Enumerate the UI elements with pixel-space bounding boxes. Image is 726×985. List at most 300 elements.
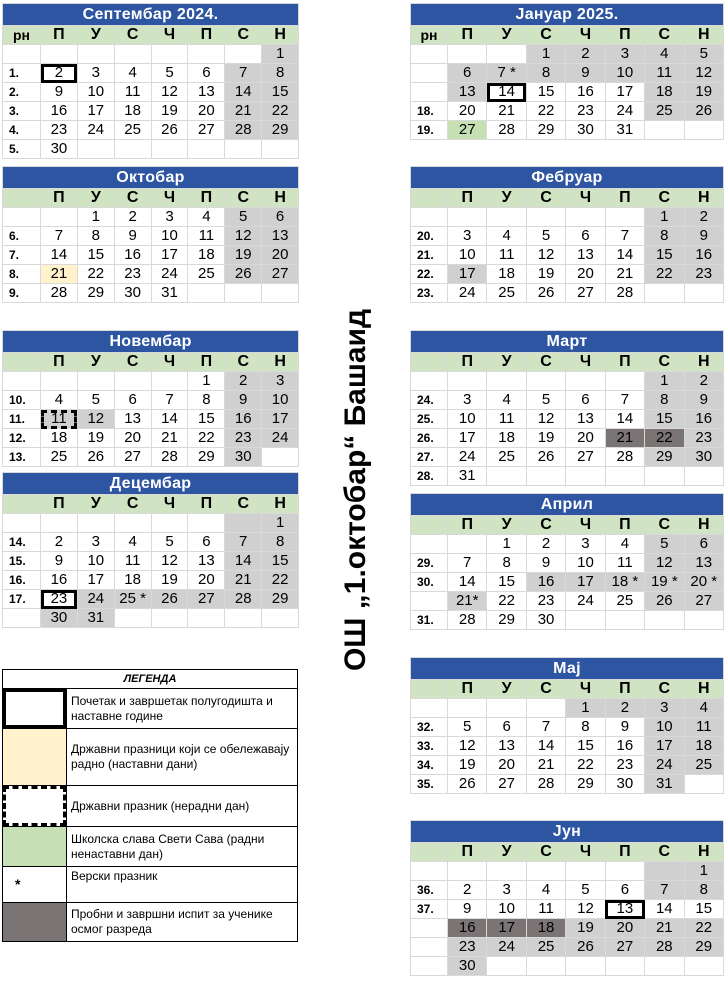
week-row <box>411 265 724 284</box>
day-cell: 11 <box>114 552 151 571</box>
day-cell: 26 <box>526 448 565 467</box>
day-cell: 18 <box>487 429 526 448</box>
day-cell: 27 <box>566 284 605 303</box>
weekday-header: П <box>448 353 487 372</box>
day-cell: 23 <box>114 265 151 284</box>
day-cell: 3 <box>77 64 114 83</box>
week-row <box>411 246 724 265</box>
week-row <box>3 45 299 64</box>
day-cell: 3 <box>645 699 684 718</box>
day-cell: 17 <box>448 429 487 448</box>
day-cell: 21 <box>151 429 188 448</box>
week-number-header <box>411 189 448 208</box>
legend-swatch-religious: * <box>3 867 67 903</box>
week-number: 1. <box>3 64 41 83</box>
day-cell <box>77 140 114 159</box>
day-cell: 10 <box>77 83 114 102</box>
day-cell: 27 <box>262 265 299 284</box>
week-row <box>411 554 724 573</box>
week-row <box>3 102 299 121</box>
day-cell: 9 <box>566 64 605 83</box>
week-number <box>3 609 41 628</box>
day-cell: 7 <box>225 64 262 83</box>
day-cell: 22 <box>188 429 225 448</box>
day-cell <box>114 140 151 159</box>
week-row <box>411 862 724 881</box>
week-number <box>3 45 41 64</box>
week-row <box>3 246 299 265</box>
school-title: ОШ „1.октобар“ Башаид <box>339 308 372 672</box>
day-cell: 13 <box>605 900 644 919</box>
day-cell: 29 <box>77 284 114 303</box>
day-cell: 4 <box>114 533 151 552</box>
month-calendar-june <box>410 820 724 976</box>
weekday-header: П <box>188 353 225 372</box>
weekday-header: С <box>225 26 262 45</box>
day-cell: 24 <box>605 102 644 121</box>
day-cell <box>684 611 723 630</box>
month-calendar-october <box>2 166 299 303</box>
weekday-header: С <box>114 353 151 372</box>
weekday-header: У <box>77 353 114 372</box>
week-number <box>411 957 448 976</box>
week-row <box>3 429 299 448</box>
weekday-header: Ч <box>151 26 188 45</box>
day-cell: 26 <box>151 121 188 140</box>
weekday-header: У <box>487 189 526 208</box>
day-cell: 5 <box>151 64 188 83</box>
day-cell <box>448 45 487 64</box>
day-cell: 28 <box>151 448 188 467</box>
day-cell: 28 <box>645 938 684 957</box>
week-number: 15. <box>3 552 41 571</box>
legend-title: ЛЕГЕНДА <box>3 670 298 689</box>
weekday-header: Ч <box>566 353 605 372</box>
day-cell: 5 <box>448 718 487 737</box>
day-cell: 24 <box>262 429 299 448</box>
day-cell: 23 <box>526 592 565 611</box>
weekday-header: П <box>448 680 487 699</box>
month-calendar-november <box>2 330 299 467</box>
day-cell: 1 <box>188 372 225 391</box>
day-cell: 12 <box>566 900 605 919</box>
day-cell: 7 <box>526 718 565 737</box>
day-cell: 31 <box>151 284 188 303</box>
day-cell: 30 <box>566 121 605 140</box>
month-calendar-march <box>410 330 724 486</box>
day-cell: 5 <box>225 208 262 227</box>
month-calendar-february <box>410 166 724 303</box>
day-cell: 22 <box>487 592 526 611</box>
week-row <box>411 699 724 718</box>
day-cell <box>605 467 644 486</box>
day-cell <box>262 140 299 159</box>
month-calendar-september <box>2 3 299 159</box>
day-cell: 23 <box>684 265 723 284</box>
week-number <box>411 862 448 881</box>
week-number <box>411 64 448 83</box>
day-cell: 30 <box>605 775 644 794</box>
day-cell: 4 <box>526 881 565 900</box>
weekday-header: П <box>605 353 644 372</box>
day-cell <box>645 862 684 881</box>
day-cell: 6 <box>262 208 299 227</box>
week-number: 26. <box>411 429 448 448</box>
day-cell: 27 <box>605 938 644 957</box>
day-cell: 15 <box>262 83 299 102</box>
day-cell: 16 <box>605 737 644 756</box>
day-cell: 30 <box>225 448 262 467</box>
day-cell: 4 <box>188 208 225 227</box>
day-cell: 9 <box>448 900 487 919</box>
day-cell <box>188 45 225 64</box>
day-cell: 28 <box>605 284 644 303</box>
weekday-header: П <box>41 189 78 208</box>
day-cell: 23 <box>225 429 262 448</box>
day-cell <box>566 372 605 391</box>
week-number: 16. <box>3 571 41 590</box>
week-row <box>3 265 299 284</box>
day-cell: 27 <box>114 448 151 467</box>
week-row <box>3 448 299 467</box>
legend-swatch-holiday-nonworking <box>3 786 67 827</box>
day-cell: 21 <box>645 919 684 938</box>
month-title: Септембар 2024. <box>3 4 299 26</box>
day-cell: 1 <box>645 208 684 227</box>
legend-swatch-exams <box>3 903 67 942</box>
month-title: Март <box>411 331 724 353</box>
weekday-header: С <box>645 26 684 45</box>
day-cell: 28 <box>225 590 262 609</box>
day-cell: 15 <box>526 83 565 102</box>
day-cell: 17 <box>262 410 299 429</box>
week-row <box>411 756 724 775</box>
day-cell: 8 <box>188 391 225 410</box>
week-row <box>3 410 299 429</box>
weekday-header: У <box>487 680 526 699</box>
month-title: Новембар <box>3 331 299 353</box>
week-row <box>3 533 299 552</box>
week-row <box>3 514 299 533</box>
day-cell: 26 <box>645 592 684 611</box>
weekday-header: П <box>188 189 225 208</box>
day-cell: 19 <box>684 83 723 102</box>
day-cell: 21 <box>487 102 526 121</box>
day-cell: 17 <box>566 573 605 592</box>
week-row <box>411 900 724 919</box>
day-cell <box>151 45 188 64</box>
legend-text-holiday-nonworking: Државни празник (нерадни дан) <box>67 786 298 827</box>
day-cell: 25 <box>645 102 684 121</box>
day-cell: 25 <box>487 284 526 303</box>
day-cell: 6 <box>188 533 225 552</box>
day-cell: 28 <box>487 121 526 140</box>
day-cell: 10 <box>77 552 114 571</box>
day-cell <box>188 514 225 533</box>
day-cell: 16 <box>41 102 78 121</box>
day-cell <box>151 514 188 533</box>
day-cell: 17 <box>77 571 114 590</box>
day-cell: 11 <box>487 410 526 429</box>
day-cell: 17 <box>487 919 526 938</box>
weekday-header: Н <box>684 353 723 372</box>
day-cell <box>448 372 487 391</box>
day-cell: 28 <box>605 448 644 467</box>
weekday-header: П <box>448 26 487 45</box>
week-number: 9. <box>3 284 41 303</box>
week-number: 24. <box>411 391 448 410</box>
day-cell: 19 * <box>645 573 684 592</box>
legend-table <box>2 669 298 942</box>
day-cell: 18 * <box>605 573 644 592</box>
day-cell: 24 <box>448 448 487 467</box>
day-cell: 2 <box>41 533 78 552</box>
day-cell: 26 <box>77 448 114 467</box>
week-row <box>3 391 299 410</box>
week-row <box>411 611 724 630</box>
day-cell <box>225 45 262 64</box>
week-row <box>411 227 724 246</box>
weekday-header: П <box>41 353 78 372</box>
day-cell: 26 <box>566 938 605 957</box>
day-cell: 17 <box>645 737 684 756</box>
day-cell: 21 <box>225 102 262 121</box>
day-cell: 22 <box>262 102 299 121</box>
day-cell <box>645 611 684 630</box>
week-row <box>3 208 299 227</box>
day-cell: 8 <box>77 227 114 246</box>
day-cell <box>114 45 151 64</box>
day-cell: 4 <box>605 535 644 554</box>
weekday-header: Ч <box>566 26 605 45</box>
legend-text-start-end: Почетак и завршетак полугодишта и наставне године <box>67 689 298 729</box>
day-cell: 23 <box>41 121 78 140</box>
weekday-header: П <box>605 189 644 208</box>
day-cell: 12 <box>151 552 188 571</box>
day-cell: 14 <box>225 552 262 571</box>
week-row <box>411 410 724 429</box>
day-cell <box>188 140 225 159</box>
weekday-header: С <box>645 843 684 862</box>
day-cell: 17 <box>77 102 114 121</box>
weekday-header: У <box>77 495 114 514</box>
day-cell: 14 <box>645 900 684 919</box>
weekday-header: У <box>487 353 526 372</box>
day-cell: 12 <box>77 410 114 429</box>
day-cell <box>487 45 526 64</box>
day-cell: 8 <box>566 718 605 737</box>
weekday-header: У <box>487 26 526 45</box>
day-cell <box>645 284 684 303</box>
day-cell: 13 <box>188 83 225 102</box>
day-cell: 2 <box>41 64 78 83</box>
day-cell <box>262 448 299 467</box>
week-number <box>411 919 448 938</box>
day-cell <box>448 208 487 227</box>
week-number: 6. <box>3 227 41 246</box>
day-cell: 14 <box>487 83 526 102</box>
day-cell: 6 <box>566 391 605 410</box>
day-cell: 10 <box>262 391 299 410</box>
week-number: 23. <box>411 284 448 303</box>
week-number: 2. <box>3 83 41 102</box>
day-cell: 29 <box>526 121 565 140</box>
legend-swatch-holiday-working <box>3 729 67 786</box>
day-cell: 16 <box>225 410 262 429</box>
day-cell: 4 <box>41 391 78 410</box>
week-row <box>411 372 724 391</box>
day-cell: 7 <box>41 227 78 246</box>
day-cell: 15 <box>566 737 605 756</box>
week-row <box>411 391 724 410</box>
day-cell: 1 <box>526 45 565 64</box>
day-cell: 5 <box>684 45 723 64</box>
day-cell: 29 <box>566 775 605 794</box>
week-number <box>411 83 448 102</box>
day-cell: 25 <box>487 448 526 467</box>
day-cell: 20 <box>487 756 526 775</box>
day-cell: 15 <box>684 900 723 919</box>
day-cell: 16 <box>566 83 605 102</box>
day-cell: 3 <box>448 227 487 246</box>
week-row <box>411 429 724 448</box>
weekday-header: С <box>114 495 151 514</box>
day-cell: 20 <box>566 265 605 284</box>
day-cell: 26 <box>225 265 262 284</box>
day-cell: 11 <box>487 246 526 265</box>
week-row <box>411 775 724 794</box>
day-cell: 1 <box>262 514 299 533</box>
day-cell: 4 <box>487 227 526 246</box>
weekday-header: С <box>526 353 565 372</box>
day-cell: 8 <box>684 881 723 900</box>
day-cell <box>151 609 188 628</box>
day-cell: 27 <box>684 592 723 611</box>
week-number: 30. <box>411 573 448 592</box>
weekday-header: П <box>605 680 644 699</box>
day-cell: 2 <box>566 45 605 64</box>
legend-text-religious: Верски празник <box>67 867 298 903</box>
day-cell: 8 <box>645 227 684 246</box>
day-cell: 29 <box>188 448 225 467</box>
day-cell: 9 <box>684 227 723 246</box>
day-cell <box>225 609 262 628</box>
week-row <box>411 718 724 737</box>
day-cell: 3 <box>448 391 487 410</box>
day-cell: 2 <box>684 208 723 227</box>
week-number: 8. <box>3 265 41 284</box>
day-cell: 26 <box>448 775 487 794</box>
week-number-header <box>3 353 41 372</box>
day-cell: 24 <box>566 592 605 611</box>
day-cell: 12 <box>448 737 487 756</box>
day-cell <box>684 121 723 140</box>
day-cell: 21* <box>448 592 487 611</box>
week-number: 36. <box>411 881 448 900</box>
month-title: Мај <box>411 658 724 680</box>
day-cell: 20 <box>114 429 151 448</box>
day-cell: 18 <box>188 246 225 265</box>
day-cell: 19 <box>151 102 188 121</box>
weekday-header: Н <box>262 189 299 208</box>
week-row <box>3 571 299 590</box>
day-cell <box>566 467 605 486</box>
day-cell <box>684 284 723 303</box>
week-row <box>3 609 299 628</box>
weekday-header: С <box>645 189 684 208</box>
day-cell: 10 <box>645 718 684 737</box>
day-cell: 17 <box>151 246 188 265</box>
week-number-header: рн <box>3 26 41 45</box>
weekday-header: П <box>41 26 78 45</box>
weekday-header: П <box>188 495 225 514</box>
day-cell: 19 <box>566 919 605 938</box>
day-cell: 7 <box>448 554 487 573</box>
day-cell <box>526 699 565 718</box>
day-cell: 10 <box>448 246 487 265</box>
day-cell: 23 <box>448 938 487 957</box>
day-cell: 1 <box>262 45 299 64</box>
day-cell: 13 <box>262 227 299 246</box>
day-cell: 21 <box>41 265 78 284</box>
day-cell: 6 <box>448 64 487 83</box>
week-number <box>411 535 448 554</box>
week-number: 10. <box>3 391 41 410</box>
week-row <box>411 83 724 102</box>
week-number: 27. <box>411 448 448 467</box>
month-title: Јун <box>411 821 724 843</box>
day-cell: 15 <box>645 410 684 429</box>
day-cell: 19 <box>448 756 487 775</box>
week-row <box>3 121 299 140</box>
day-cell: 5 <box>566 881 605 900</box>
day-cell: 16 <box>526 573 565 592</box>
day-cell: 22 <box>645 429 684 448</box>
weekday-header: С <box>225 353 262 372</box>
day-cell <box>645 467 684 486</box>
week-row <box>411 573 724 592</box>
day-cell: 20 <box>188 102 225 121</box>
month-title: Децембар <box>3 473 299 495</box>
week-number-header <box>3 495 41 514</box>
day-cell <box>225 284 262 303</box>
day-cell <box>114 372 151 391</box>
day-cell: 26 <box>684 102 723 121</box>
day-cell: 3 <box>605 45 644 64</box>
day-cell: 13 <box>114 410 151 429</box>
week-row <box>411 121 724 140</box>
day-cell: 22 <box>77 265 114 284</box>
month-title: Јануар 2025. <box>411 4 724 26</box>
day-cell <box>487 957 526 976</box>
week-row <box>411 938 724 957</box>
week-row <box>411 64 724 83</box>
day-cell: 14 <box>225 83 262 102</box>
weekday-header: У <box>487 843 526 862</box>
weekday-header: У <box>77 189 114 208</box>
day-cell: 9 <box>605 718 644 737</box>
day-cell: 3 <box>77 533 114 552</box>
weekday-header: С <box>225 495 262 514</box>
day-cell: 1 <box>77 208 114 227</box>
day-cell <box>225 514 262 533</box>
day-cell: 3 <box>151 208 188 227</box>
day-cell: 24 <box>487 938 526 957</box>
day-cell <box>645 121 684 140</box>
weekday-header: С <box>526 843 565 862</box>
day-cell: 30 <box>448 957 487 976</box>
weekday-header: П <box>605 26 644 45</box>
